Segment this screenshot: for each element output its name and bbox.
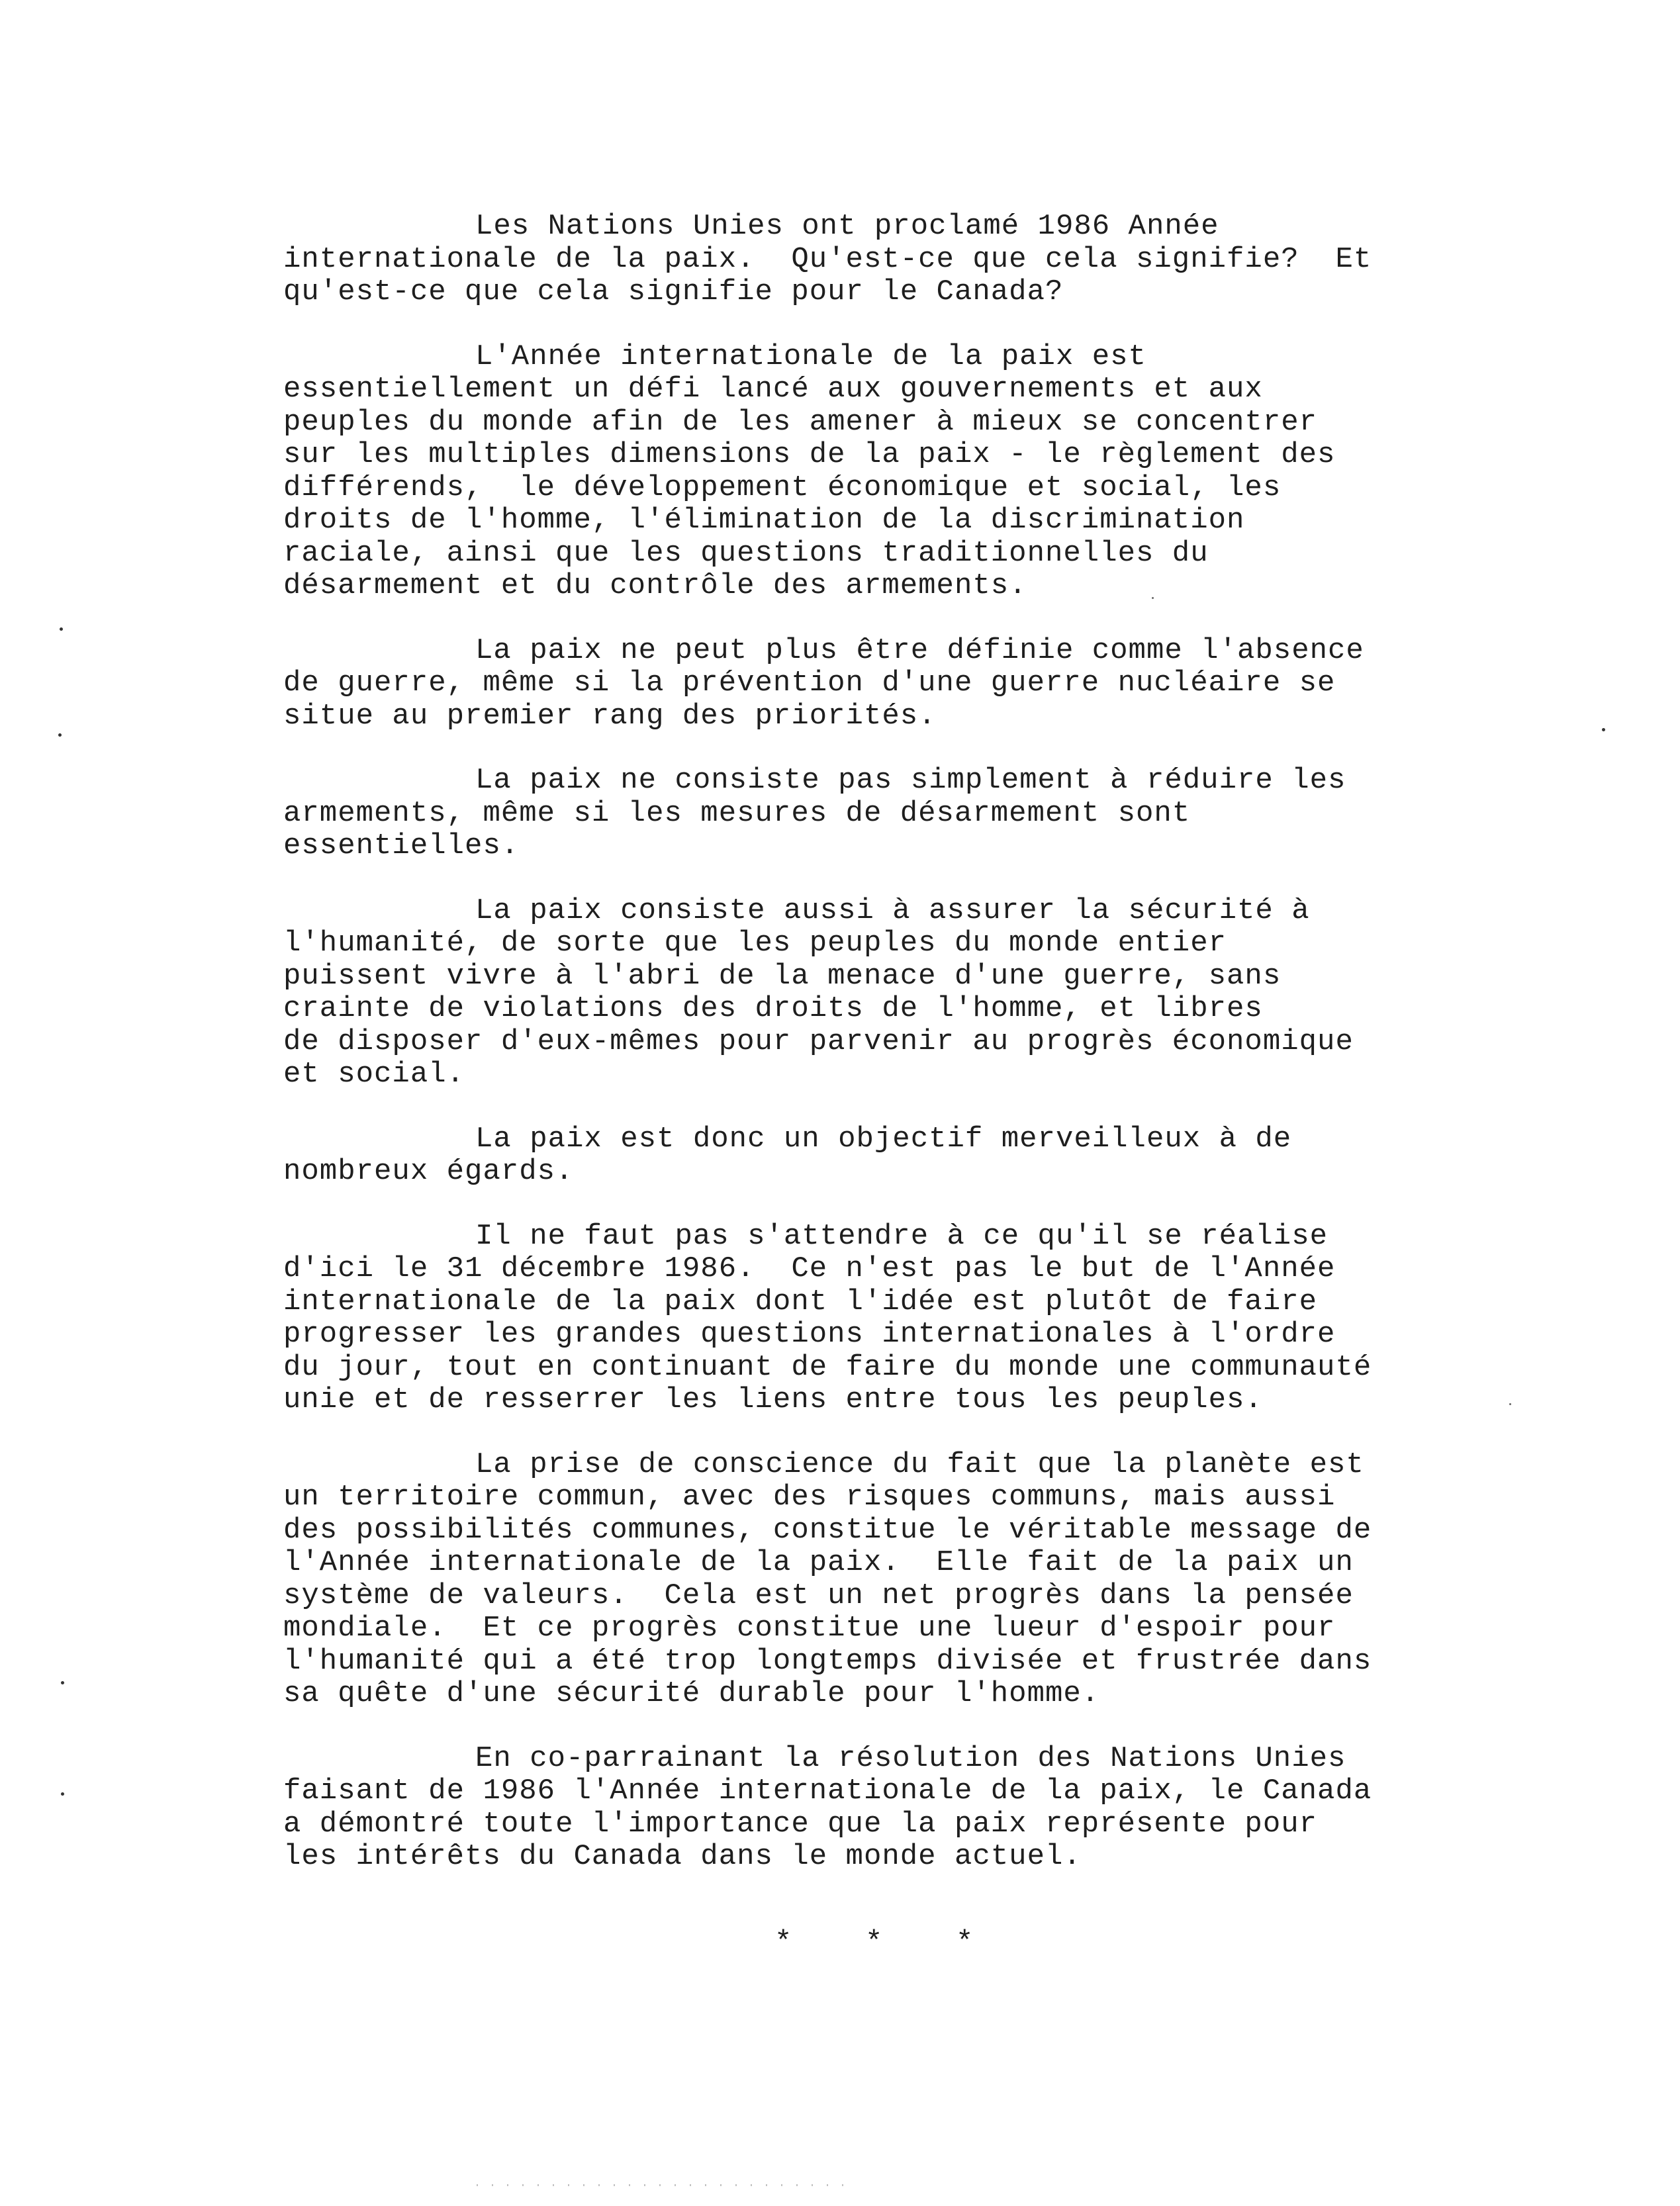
paragraph-7 (283, 1220, 1488, 1417)
text-line: nombreux égards. (283, 1155, 574, 1188)
text-line: unie et de resserrer les liens entre tous les peuples. (283, 1383, 1263, 1416)
text-line: différends, le développement économique et social, les (283, 471, 1282, 504)
text-line: un territoire commun, avec des risques communs, mais aussi (283, 1481, 1336, 1514)
text-line: l'humanité qui a été trop longtemps divisée et frustrée dans (283, 1644, 1372, 1678)
text-line: L'Année internationale de la paix est (475, 340, 1146, 373)
paragraph-2 (283, 341, 1488, 603)
text-line: armements, même si les mesures de désarmement sont (283, 796, 1191, 830)
text-line: puissent vivre à l'abri de la menace d'une guerre, sans (283, 959, 1282, 993)
scan-speck (61, 1681, 64, 1684)
text-line: Les Nations Unies ont proclamé 1986 Année (475, 210, 1219, 243)
text-line: et social. (283, 1058, 465, 1091)
text-line: essentiellement un défi lancé aux gouvernements et aux (283, 373, 1263, 406)
paragraph-4 (283, 764, 1488, 863)
scan-speck (58, 733, 62, 737)
text-line: les intérêts du Canada dans le monde actuel. (283, 1840, 1082, 1873)
text-line: des possibilités communes, constitue le véritable message de (283, 1513, 1372, 1547)
text-line: Il ne faut pas s'attendre à ce qu'il se réalise (475, 1219, 1329, 1253)
text-line: internationale de la paix dont l'idée est plutôt de faire (283, 1285, 1318, 1318)
text-line: de disposer d'eux-mêmes pour parvenir au progrès économique (283, 1025, 1354, 1058)
scan-noise-strip (477, 2184, 847, 2186)
paragraph-1 (283, 210, 1488, 309)
paragraph-9 (283, 1743, 1488, 1874)
scan-speck (1509, 1403, 1511, 1405)
scan-speck (1602, 728, 1605, 731)
paragraph-3 (283, 635, 1488, 733)
text-line: La paix ne peut plus être définie comme l'absence (475, 633, 1364, 667)
text-line: mondiale. Et ce progrès constitue une lueur d'espoir pour (283, 1612, 1336, 1645)
text-line: désarmement et du contrôle des armements. (283, 569, 1027, 602)
text-line: crainte de violations des droits de l'homme, et libres (283, 992, 1263, 1025)
text-line: système de valeurs. Cela est un net progrès dans la pensée (283, 1579, 1354, 1612)
text-line: faisant de 1986 l'Année internationale de la paix, le Canada (283, 1774, 1372, 1808)
text-line: d'ici le 31 décembre 1986. Ce n'est pas le but de l'Année (283, 1252, 1336, 1285)
text-line: droits de l'homme, l'élimination de la discrimination (283, 504, 1245, 537)
text-line: internationale de la paix. Qu'est-ce que cela signifie? Et (283, 242, 1372, 276)
paragraph-5 (283, 895, 1488, 1091)
text-line: l'humanité, de sorte que les peuples du monde entier (283, 927, 1227, 960)
paragraph-6 (283, 1123, 1488, 1189)
closing-asterisks: * * * (774, 1926, 974, 1959)
text-line: La paix consiste aussi à assurer la sécurité à (475, 894, 1310, 927)
text-line: de guerre, même si la prévention d'une guerre nucléaire se (283, 666, 1336, 700)
text-line: La paix est donc un objectif merveilleux à de (475, 1122, 1292, 1156)
text-line: En co-parrainant la résolution des Nations Unies (475, 1741, 1346, 1775)
text-line: situe au premier rang des priorités. (283, 699, 937, 733)
text-line: sa quête d'une sécurité durable pour l'homme. (283, 1677, 1100, 1710)
text-line: progresser les grandes questions internationales à l'ordre (283, 1318, 1336, 1351)
text-line: La paix ne consiste pas simplement à réduire les (475, 764, 1346, 797)
text-line: du jour, tout en continuant de faire du monde une communauté (283, 1350, 1372, 1384)
scan-speck (1152, 597, 1154, 599)
text-line: La prise de conscience du fait que la planète est (475, 1448, 1364, 1481)
text-line: l'Année internationale de la paix. Elle fait de la paix un (283, 1546, 1354, 1579)
scan-speck (60, 627, 63, 631)
text-line: sur les multiples dimensions de la paix - le règlement des (283, 438, 1336, 471)
body-text (283, 210, 1488, 1906)
scan-speck (61, 1792, 64, 1796)
text-line: qu'est-ce que cela signifie pour le Canada? (283, 275, 1064, 308)
text-line: a démontré toute l'importance que la paix représente pour (283, 1807, 1318, 1841)
text-line: raciale, ainsi que les questions traditionnelles du (283, 536, 1209, 570)
text-line: essentielles. (283, 829, 520, 862)
text-line: peuples du monde afin de les amener à mieux se concentrer (283, 405, 1318, 439)
paragraph-8 (283, 1449, 1488, 1711)
